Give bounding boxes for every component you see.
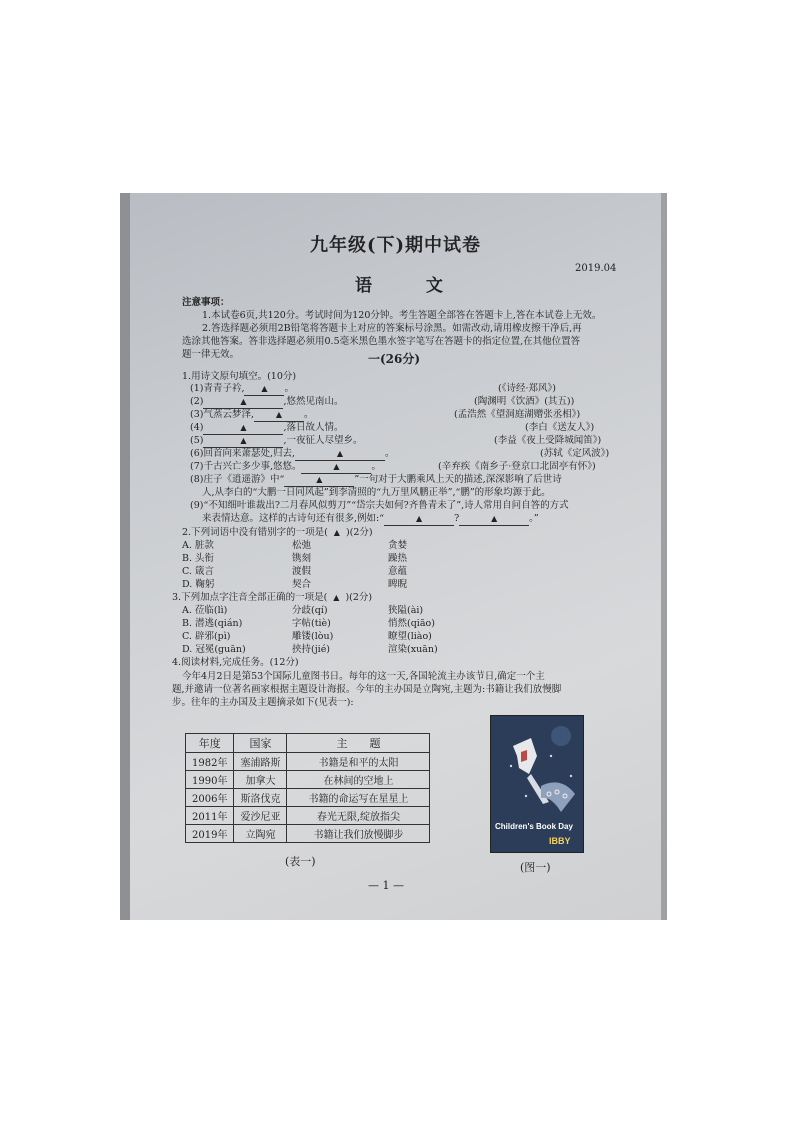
table-cell: 塞浦路斯 bbox=[234, 753, 287, 771]
notice-line: 选涂其他答案。答非选择题必须用0.5毫米黑色墨水签字笔写在答题卡的指定位置,在其他位置答 bbox=[182, 336, 581, 347]
table-cell: 2019年 bbox=[186, 825, 234, 843]
fill-item: (4) ▲ ,落日故人情。 bbox=[190, 422, 344, 433]
answer-blank[interactable]: ▲ bbox=[295, 447, 385, 461]
fill-item: (3)气蒸云梦泽, ▲ 。 bbox=[190, 409, 314, 420]
fill-item: (6)回首向来萧瑟处,归去, ▲ 。 bbox=[190, 448, 395, 459]
question-stem: 1.用诗文原句填空。(10分) bbox=[182, 371, 297, 382]
table-cell: 爱沙尼亚 bbox=[234, 807, 287, 825]
notice-line: 题一律无效。 bbox=[182, 349, 240, 360]
poster-logo: IBBY bbox=[549, 836, 571, 846]
question-stem: 2.下列词语中没有错别字的一项是( ▲ )(2分) bbox=[182, 527, 373, 538]
option-row: D. 鞠躬 契合 睥睨 bbox=[182, 579, 408, 590]
fill-item: (5) ▲ ,一夜征人尽望乡。 bbox=[190, 435, 363, 446]
source-citation: (辛弃疾《南乡子·登京口北固亭有怀》) bbox=[438, 461, 596, 472]
answer-mark[interactable]: ▲ bbox=[333, 593, 340, 602]
poster-title: Children's Book Day bbox=[495, 822, 573, 831]
answer-blank[interactable]: ▲ bbox=[254, 408, 304, 422]
answer-blank[interactable]: ▲ bbox=[203, 434, 283, 448]
source-citation: (《诗经·郑风》) bbox=[498, 383, 556, 394]
table-cell: 书籍让我们放慢脚步 bbox=[287, 825, 430, 843]
question-stem: 3.下列加点字注音全部正确的一项是( ▲ )(2分) bbox=[172, 592, 373, 603]
option-row: B. 潜逃(qián) 字帖(tiè) 悄然(qiāo) bbox=[182, 618, 435, 629]
fill-item: 来表情达意。这样的古诗句还有很多,例如:“ ▲ ? ▲ 。” bbox=[202, 513, 539, 524]
poster-figure bbox=[490, 715, 584, 853]
option-row: C. 箴言 渡假 意蕴 bbox=[182, 566, 408, 577]
exam-date: 2019.04 bbox=[575, 263, 617, 274]
answer-blank[interactable]: ▲ bbox=[301, 460, 371, 474]
option-row: A. 脏款 松弛 贪婪 bbox=[182, 540, 408, 551]
table-row bbox=[186, 807, 430, 825]
table-caption: (表一) bbox=[285, 855, 316, 868]
figure-caption: (图一) bbox=[520, 861, 551, 874]
exam-paper-photo bbox=[120, 193, 667, 920]
material-text: 步。往年的主办国及主题摘录如下(见表一): bbox=[172, 697, 354, 708]
subject-title: 语 文 bbox=[355, 276, 467, 296]
table-header-row bbox=[186, 734, 430, 753]
table-cell: 2006年 bbox=[186, 789, 234, 807]
table-cell: 立陶宛 bbox=[234, 825, 287, 843]
question-stem: 4.阅读材料,完成任务。(12分) bbox=[172, 657, 299, 668]
source-citation: (苏轼《定风波》) bbox=[540, 448, 610, 459]
source-citation: (李益《夜上受降城闻笛》) bbox=[494, 435, 602, 446]
fill-item: 人,从李白的“大鹏一日同风起”到李清照的“九万里风鹏正举”,“鹏”的形象均源于此。 bbox=[202, 487, 551, 498]
option-row: C. 辟邪(pì) 雕镂(lòu) 瞭望(liào) bbox=[182, 631, 432, 642]
answer-blank[interactable]: ▲ bbox=[284, 473, 354, 487]
fill-item: (1)青青子衿, ▲ 。 bbox=[190, 383, 294, 394]
table-row bbox=[186, 771, 430, 789]
table-row bbox=[186, 825, 430, 843]
table-cell: 书籍是和平的太阳 bbox=[287, 753, 430, 771]
exam-title: 九年级(下)期中试卷 bbox=[310, 235, 482, 256]
answer-blank[interactable]: ▲ bbox=[203, 395, 283, 409]
table-cell: 1982年 bbox=[186, 753, 234, 771]
answer-mark[interactable]: ▲ bbox=[333, 528, 340, 537]
answer-blank[interactable]: ▲ bbox=[244, 382, 284, 396]
table-cell: 加拿大 bbox=[234, 771, 287, 789]
table-row bbox=[186, 789, 430, 807]
fill-item: (7)千古兴亡多少事,悠悠。 ▲ 。 bbox=[190, 461, 381, 472]
table-header: 主 题 bbox=[287, 734, 430, 753]
option-row: B. 头衔 镌刻 躁热 bbox=[182, 553, 408, 564]
source-citation: (孟浩然《望洞庭湖赠张丞相》) bbox=[454, 409, 581, 420]
part-heading: 一(26分) bbox=[368, 352, 421, 366]
table-header: 国家 bbox=[234, 734, 287, 753]
table-cell: 斯洛伐克 bbox=[234, 789, 287, 807]
notice-line: 2.答选择题必须用2B铅笔将答题卡上对应的答案标号涂黑。如需改动,请用橡皮擦干净后,再 bbox=[202, 323, 582, 334]
source-citation: (陶渊明《饮酒》(其五)) bbox=[474, 396, 575, 407]
table-cell: 1990年 bbox=[186, 771, 234, 789]
fill-item: (9)“不知细叶谁裁出?二月春风似剪刀”“岱宗夫如何?齐鲁青未了”,诗人常用自问自答的方式 bbox=[190, 500, 569, 511]
table-cell: 2011年 bbox=[186, 807, 234, 825]
answer-blank[interactable]: ▲ bbox=[459, 512, 529, 526]
photo-edge bbox=[120, 193, 130, 920]
fill-item: (2) ▲ ,悠然见南山。 bbox=[190, 396, 344, 407]
answer-blank[interactable]: ▲ bbox=[203, 421, 283, 435]
photo-edge bbox=[661, 193, 667, 920]
answer-blank[interactable]: ▲ bbox=[384, 512, 454, 526]
table-row bbox=[186, 753, 430, 771]
page-number: — 1 — bbox=[368, 879, 404, 892]
option-row: A. 莅临(lì) 分歧(qí) 狭隘(ài) bbox=[182, 605, 424, 616]
notice-heading: 注意事项： bbox=[182, 297, 230, 308]
material-text: 今年4月2日是第53个国际儿童图书日。每年的这一天,各国轮流主办该节日,确定一个主 bbox=[182, 671, 545, 682]
table-cell: 春光无限,绽放指尖 bbox=[287, 807, 430, 825]
table-cell: 书籍的命运写在星星上 bbox=[287, 789, 430, 807]
table-header: 年度 bbox=[186, 734, 234, 753]
poster-illustration bbox=[491, 716, 583, 852]
children-book-day-table bbox=[185, 733, 430, 843]
table-cell: 在林间的空地上 bbox=[287, 771, 430, 789]
option-row: D. 冠冕(guān) 挟持(jié) 渲染(xuān) bbox=[182, 644, 438, 655]
source-citation: (李白《送友人》) bbox=[525, 422, 595, 433]
fill-item: (8)庄子《逍遥游》中“ ▲ ”一句对于大鹏乘风上天的描述,深深影响了后世诗 bbox=[190, 474, 562, 485]
material-text: 题,并邀请一位著名画家根据主题设计海报。今年的主办国是立陶宛,主题为:书籍让我们放慢脚 bbox=[172, 684, 562, 695]
notice-line: 1.本试卷6页,共120分。考试时间为120分钟。考生答题全部答在答题卡上,答在本试卷上无效。 bbox=[202, 310, 602, 321]
